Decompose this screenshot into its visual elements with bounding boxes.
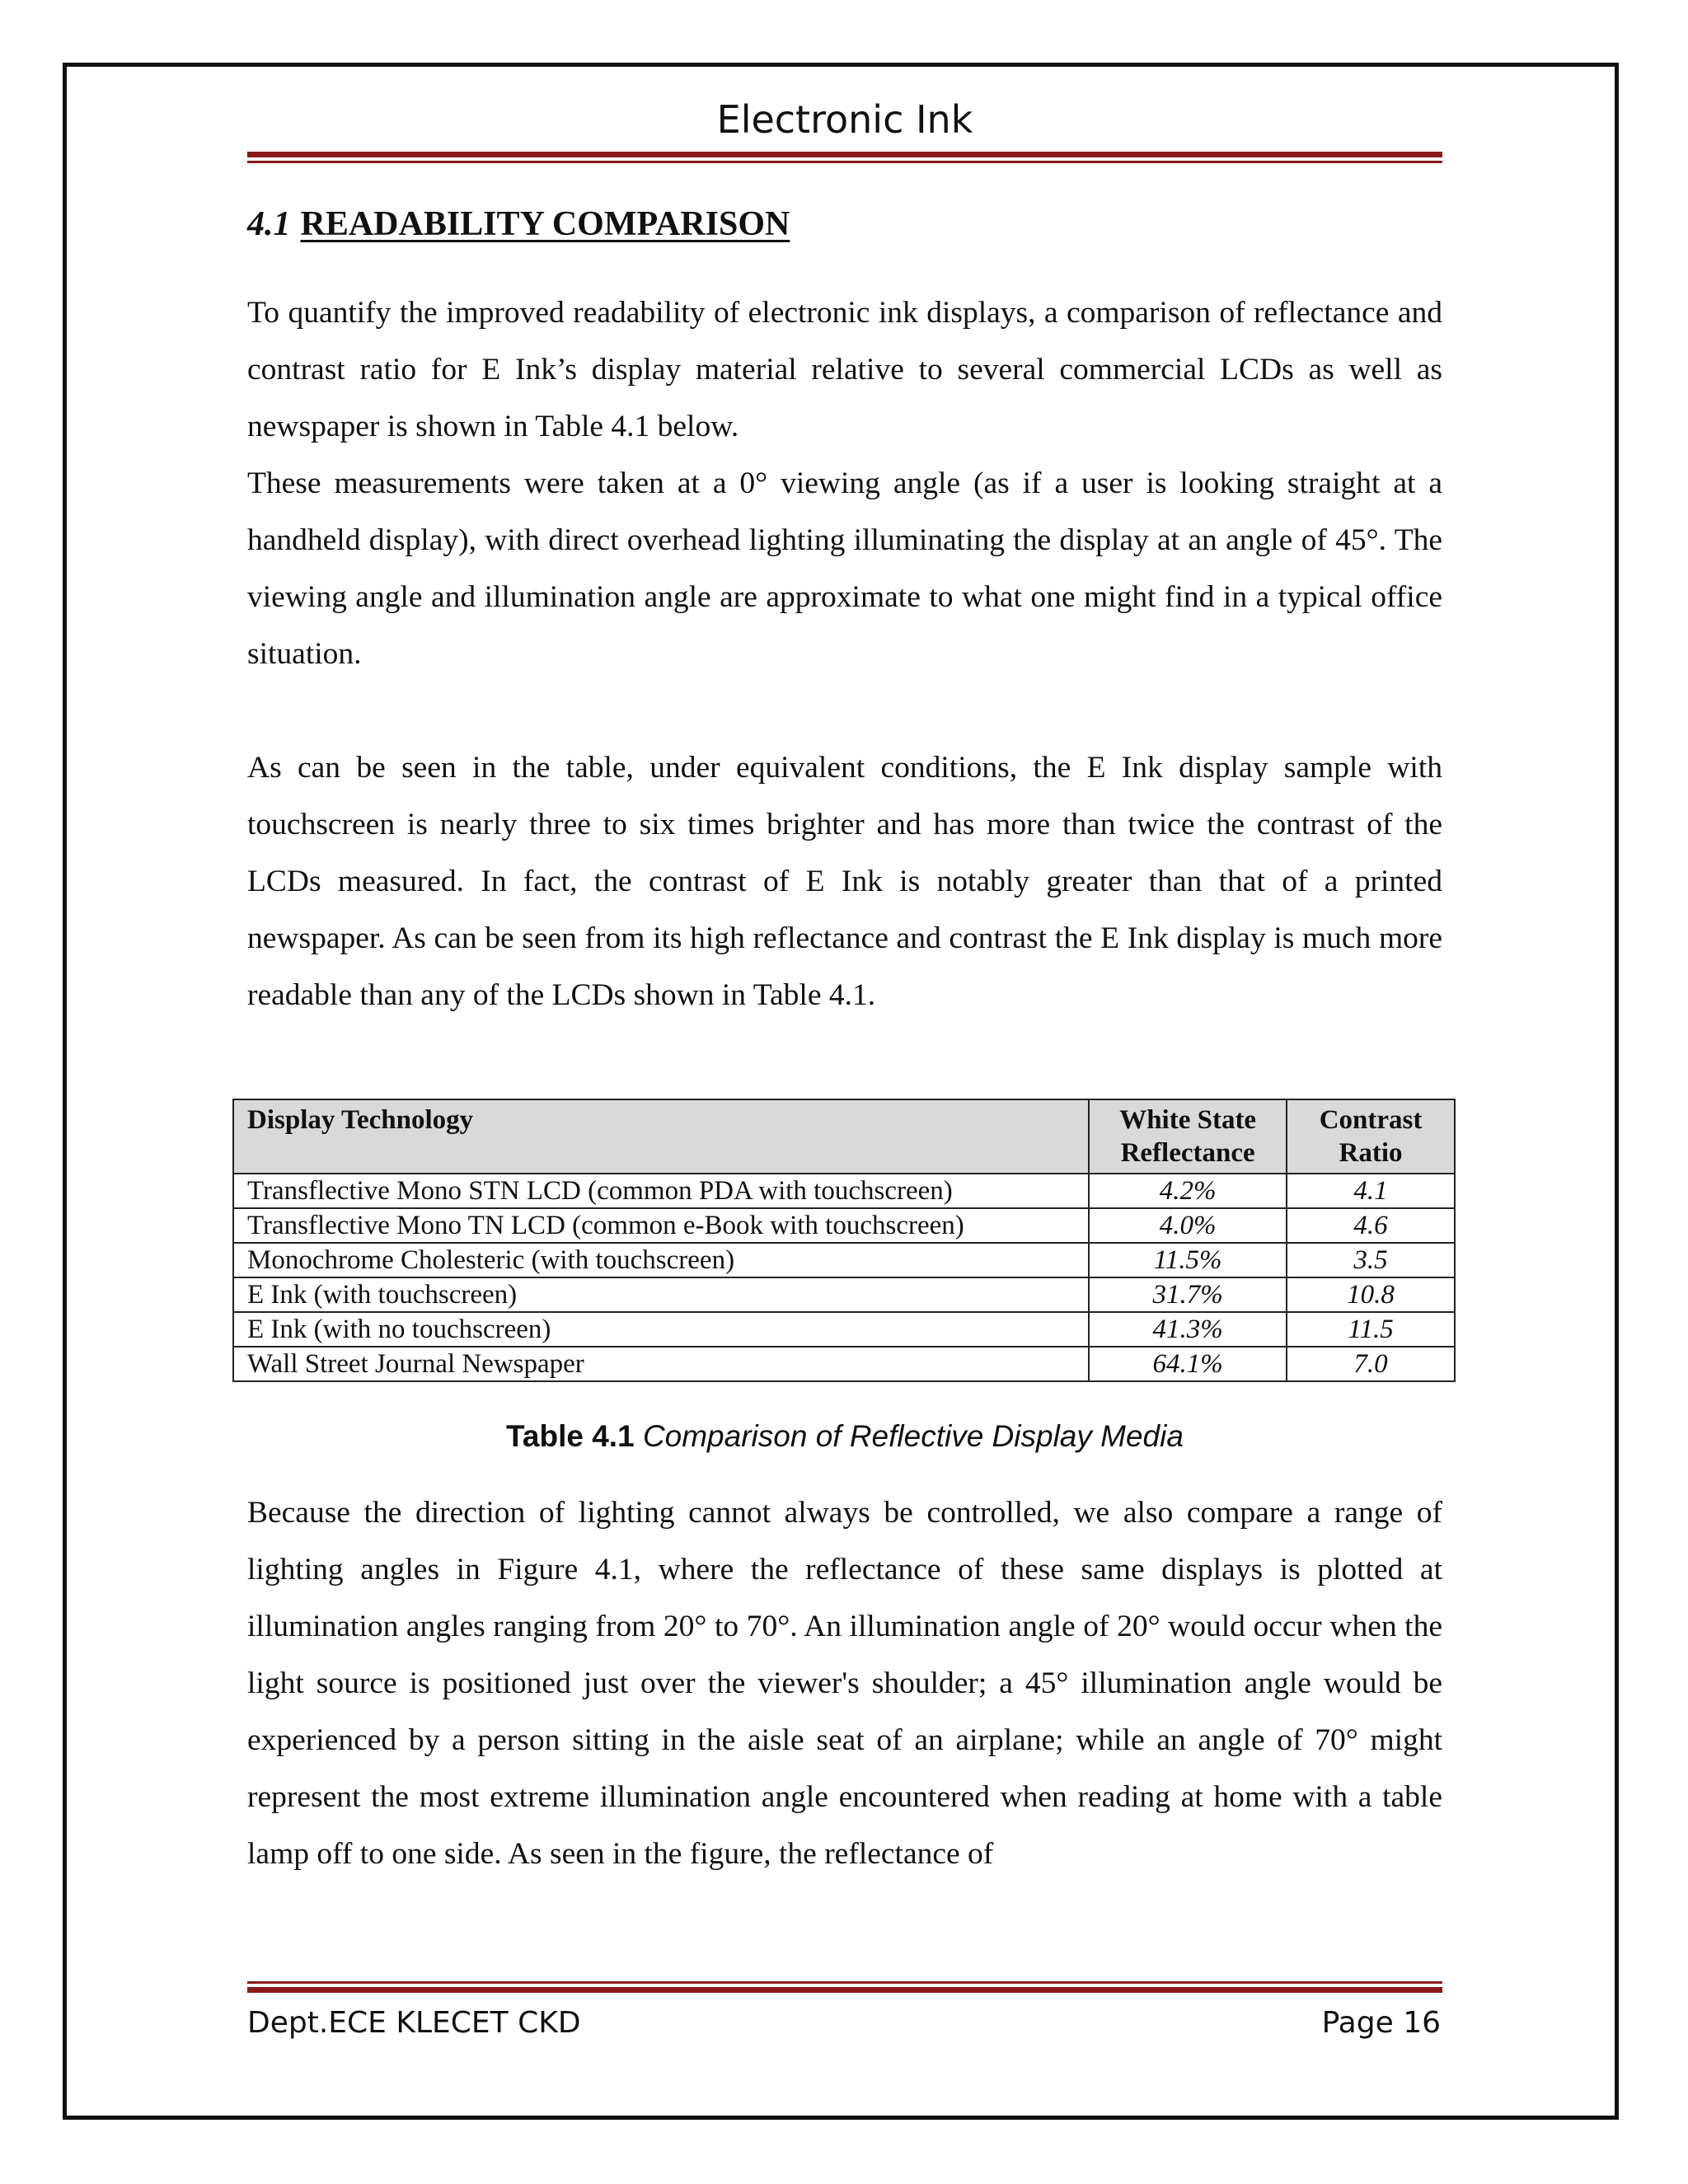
cell-display: E Ink (with no touchscreen) [233, 1312, 1089, 1347]
section-number: 4.1 [247, 205, 291, 243]
header-display-technology: Display Technology [233, 1099, 1089, 1174]
table-row [233, 1174, 1455, 1208]
table-caption-text: Comparison of Reflective Display Media [642, 1419, 1184, 1453]
cell-reflectance: 4.0% [1089, 1208, 1287, 1243]
cell-contrast: 3.5 [1287, 1243, 1455, 1277]
section-title: READABILITY COMPARISON [300, 205, 790, 243]
cell-display: Monochrome Cholesteric (with touchscreen) [233, 1243, 1089, 1277]
table-caption [247, 1419, 1442, 1454]
table-header-row [233, 1099, 1455, 1174]
cell-contrast: 10.8 [1287, 1277, 1455, 1312]
cell-display: E Ink (with touchscreen) [233, 1277, 1089, 1312]
cell-reflectance: 41.3% [1089, 1312, 1287, 1347]
footer-page-number: Page 16 [1321, 2006, 1441, 2040]
table-row [233, 1208, 1455, 1243]
cell-display: Transflective Mono TN LCD (common e-Book with touchscreen) [233, 1208, 1089, 1243]
comparison-table [232, 1099, 1456, 1382]
table-caption-label: Table 4.1 [506, 1419, 635, 1453]
cell-contrast: 7.0 [1287, 1347, 1455, 1381]
header-rule-thin [247, 161, 1442, 163]
paragraph-intro: To quantify the improved readability of electronic ink displays, a comparison of reflectance and contrast ratio for E Ink’s display material relative to several commercial LCDs as well as newspaper is shown in Table 4.1 below. [247, 296, 1442, 443]
paragraph-lighting-angles: Because the direction of lighting cannot always be controlled, we also compare a range of lighting angles in Figure 4.1, where the reflectance of these same displays is plotted at illumination angles ranging from 20° to 70°. An illumination angle of 20° would occur when the light source is positioned just over the viewer's shoulder; a 45° illumination angle would be experienced by a person sitting in the aisle seat of an airplane; while an angle of 70° might represent the most extreme illumination angle encountered when reading at home with a table lamp off to one side. As seen in the figure, the reflectance of [247, 1496, 1442, 1871]
cell-reflectance: 31.7% [1089, 1277, 1287, 1312]
table-row [233, 1277, 1455, 1312]
footer-rule-thick [247, 1987, 1442, 1993]
cell-contrast: 11.5 [1287, 1312, 1455, 1347]
cell-contrast: 4.6 [1287, 1208, 1455, 1243]
cell-reflectance: 4.2% [1089, 1174, 1287, 1208]
cell-display: Transflective Mono STN LCD (common PDA with touchscreen) [233, 1174, 1089, 1208]
paragraph-measurements: These measurements were taken at a 0° viewing angle (as if a user is looking straight at a handheld display), with direct overhead lighting illuminating the display at an angle of 45°. The viewing angle and illumination angle are approximate to what one might find in a typical office situation. [247, 466, 1442, 671]
cell-reflectance: 64.1% [1089, 1347, 1287, 1381]
cell-reflectance: 11.5% [1089, 1243, 1287, 1277]
footer-department: Dept.ECE KLECET CKD [247, 2006, 581, 2040]
header-reflectance: White State Reflectance [1089, 1099, 1287, 1174]
table-row [233, 1312, 1455, 1347]
section-heading [247, 204, 1442, 244]
header-contrast: Contrast Ratio [1287, 1099, 1455, 1174]
table-row [233, 1347, 1455, 1381]
cell-display: Wall Street Journal Newspaper [233, 1347, 1089, 1381]
paragraph-results: As can be seen in the table, under equivalent conditions, the E Ink display sample with touchscreen is nearly three to six times brighter and has more than twice the contrast of the LCDs measured. In fact, the contrast of E Ink is notably greater than that of a printed newspaper. As can be seen from its high reflectance and contrast the E Ink display is much more readable than any of the LCDs shown in Table 4.1. [247, 751, 1442, 1012]
table-row [233, 1243, 1455, 1277]
footer-rule-thin [247, 1981, 1442, 1984]
running-header-title: Electronic Ink [716, 97, 973, 142]
cell-contrast: 4.1 [1287, 1174, 1455, 1208]
header-rule-thick [247, 152, 1442, 157]
